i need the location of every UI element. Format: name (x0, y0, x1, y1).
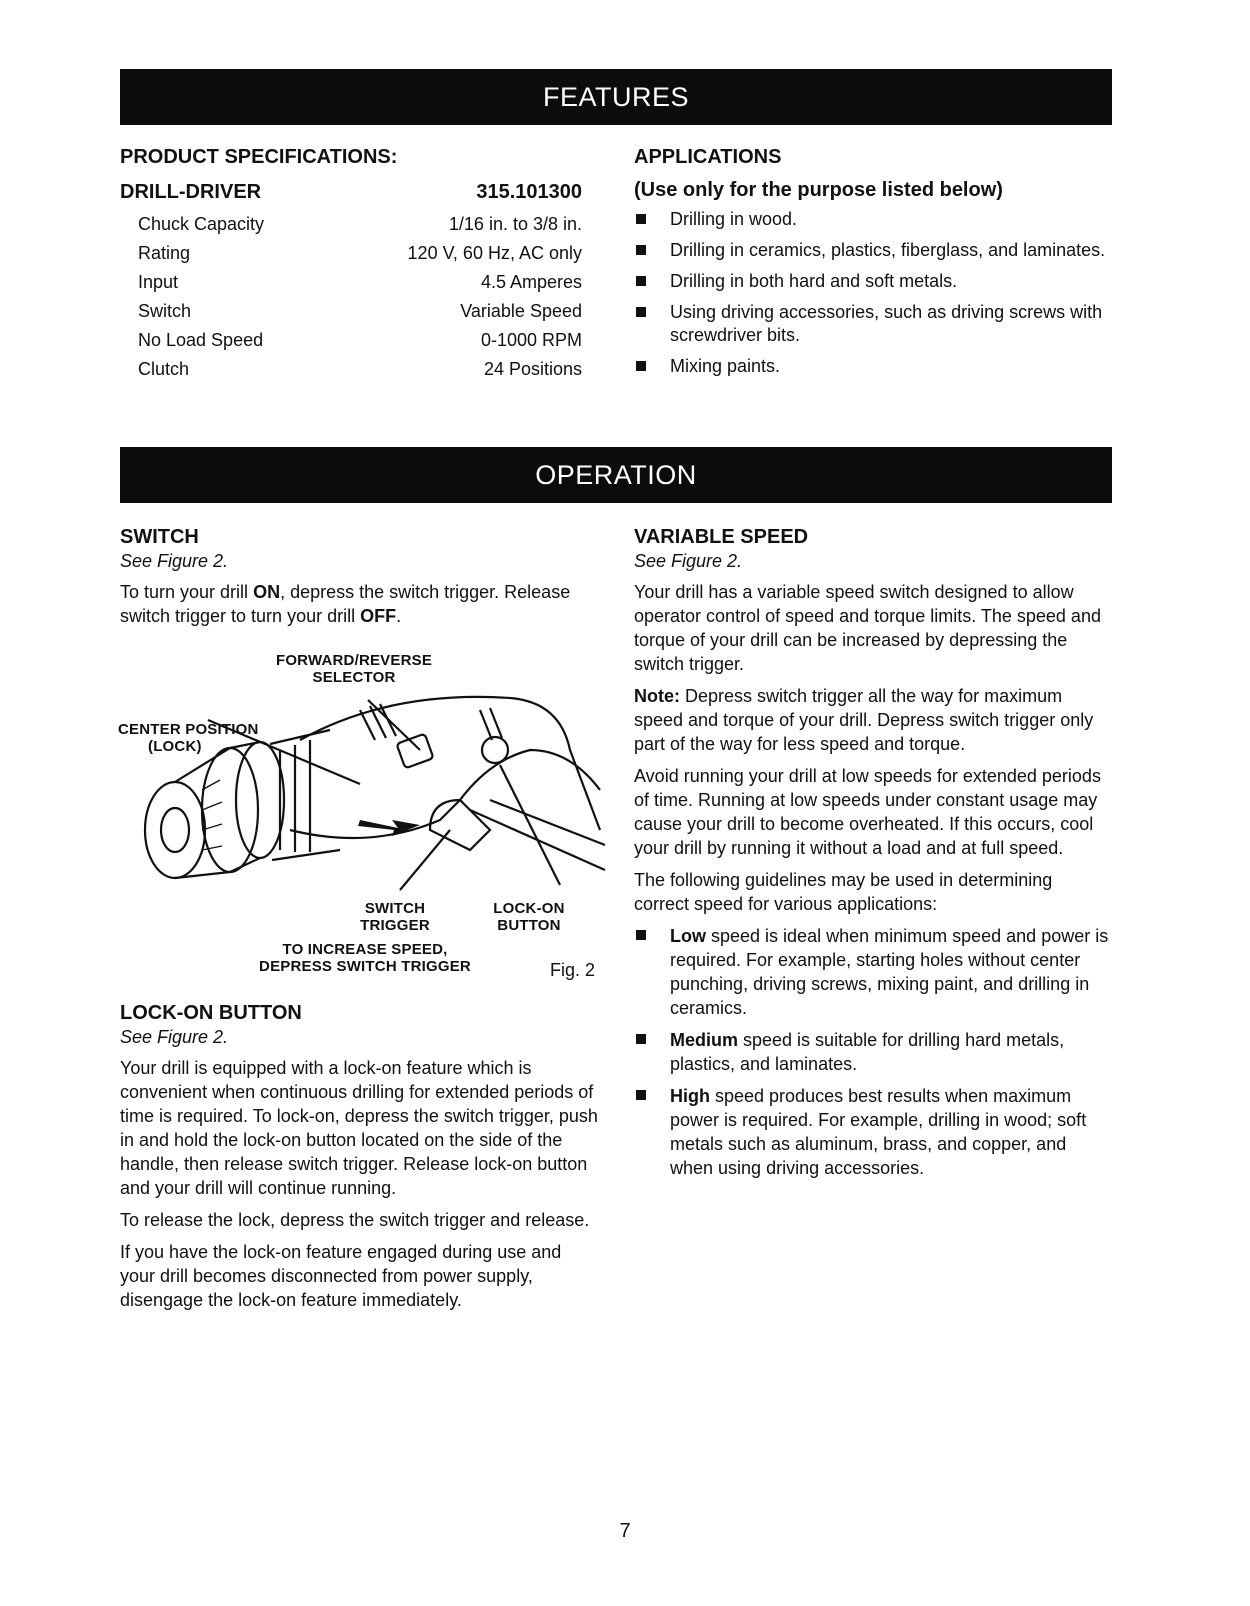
list-item: Drilling in both hard and soft metals. (634, 270, 1114, 293)
lockon-section (120, 1002, 600, 1320)
applications-list (634, 208, 1114, 378)
variable-speed-section (634, 526, 1112, 1188)
list-item: Drilling in ceramics, plastics, fiberglass, and laminates. (634, 239, 1114, 262)
spec-row: Clutch 24 Positions (138, 359, 582, 379)
variable-speed-heading: VARIABLE SPEED (634, 526, 809, 548)
drill-illustration (130, 680, 610, 910)
variable-paragraph: The following guidelines may be used in determining correct speed for various applications: (634, 870, 1053, 914)
variable-paragraph: Your drill has a variable speed switch designed to allow operator control of speed and torque limits. The speed and torque of your drill can be increased by depressing the switch trigger. (634, 582, 1101, 674)
switch-section (120, 526, 590, 636)
lockon-heading: LOCK-ON BUTTON (120, 1002, 302, 1024)
list-item: Low speed is ideal when minimum speed and power is required. For example, starting holes without center punching, driving screws, mixing paint, and drilling in ceramics. (634, 924, 1112, 1020)
spec-heading: PRODUCT SPECIFICATIONS: (120, 146, 398, 168)
features-banner: FEATURES (120, 69, 1112, 125)
spec-row: Chuck Capacity 1/16 in. to 3/8 in. (138, 214, 582, 234)
variable-note: Note: Depress switch trigger all the way for maximum speed and torque of your drill. Depress switch trigger only part of the way for less speed and torque. (634, 686, 1094, 754)
figure-label: Fig. 2 (550, 960, 596, 980)
spec-row: No Load Speed 0-1000 RPM (138, 330, 582, 350)
callout-switch-trigger: SWITCH TRIGGER (360, 900, 430, 934)
list-item: Using driving accessories, such as driving screws with screwdriver bits. (634, 301, 1114, 347)
model-label: DRILL-DRIVER (120, 181, 262, 203)
variable-paragraph: Avoid running your drill at low speeds for extended periods of time. Running at low speeds under constant usage may cause your drill to become overheated. If this occurs, cool your drill by running it without a load and at full speed. (634, 766, 1101, 858)
speed-guidelines-list (634, 924, 1112, 1180)
list-item: Drilling in wood. (634, 208, 1114, 231)
list-item: Medium speed is suitable for drilling hard metals, plastics, and laminates. (634, 1028, 1112, 1076)
applications-subheading: (Use only for the purpose listed below) (634, 179, 1003, 201)
callout-lockon-button: LOCK-ON BUTTON (493, 900, 565, 934)
spec-row: Input 4.5 Amperes (138, 272, 582, 292)
switch-see-figure: See Figure 2. (120, 551, 229, 571)
lockon-paragraph: To release the lock, depress the switch trigger and release. (120, 1210, 590, 1230)
model-row (120, 181, 582, 204)
callout-center-position: CENTER POSITION (LOCK) (118, 721, 259, 755)
spec-row: Rating 120 V, 60 Hz, AC only (138, 243, 582, 263)
callout-forward-reverse: FORWARD/REVERSE SELECTOR (275, 652, 433, 686)
specifications-section (120, 146, 582, 384)
page-number: 7 (619, 1520, 631, 1542)
lockon-see-figure: See Figure 2. (120, 1027, 229, 1047)
list-item: Mixing paints. (634, 355, 1114, 378)
lockon-paragraph: If you have the lock-on feature engaged during use and your drill becomes disconnected from power supply, disengage the lock-on feature immediately. (120, 1242, 562, 1310)
switch-text: To turn your drill ON, depress the switch trigger. Release switch trigger to turn your drill OFF. (120, 582, 571, 626)
lockon-paragraph: Your drill is equipped with a lock-on feature which is convenient when continuous drilling for extended periods of time is required. To lock-on, depress the switch trigger, push in and hold the lock-on button located on the side of the handle, then release switch trigger. Release lock-on button and your drill will continue running. (120, 1058, 598, 1198)
switch-heading: SWITCH (120, 526, 199, 548)
list-item: High speed produces best results when maximum power is required. For example, drilling in wood; soft metals such as aluminum, brass, and copper, and when using driving accessories. (634, 1084, 1112, 1180)
applications-heading: APPLICATIONS (634, 146, 782, 168)
spec-row: Switch Variable Speed (138, 301, 582, 321)
variable-see-figure: See Figure 2. (634, 551, 743, 571)
model-number: 315.101300 (476, 181, 582, 203)
callout-increase-speed: TO INCREASE SPEED, DEPRESS SWITCH TRIGGER (259, 941, 471, 975)
operation-banner: OPERATION (120, 447, 1112, 503)
applications-section (634, 146, 1114, 386)
